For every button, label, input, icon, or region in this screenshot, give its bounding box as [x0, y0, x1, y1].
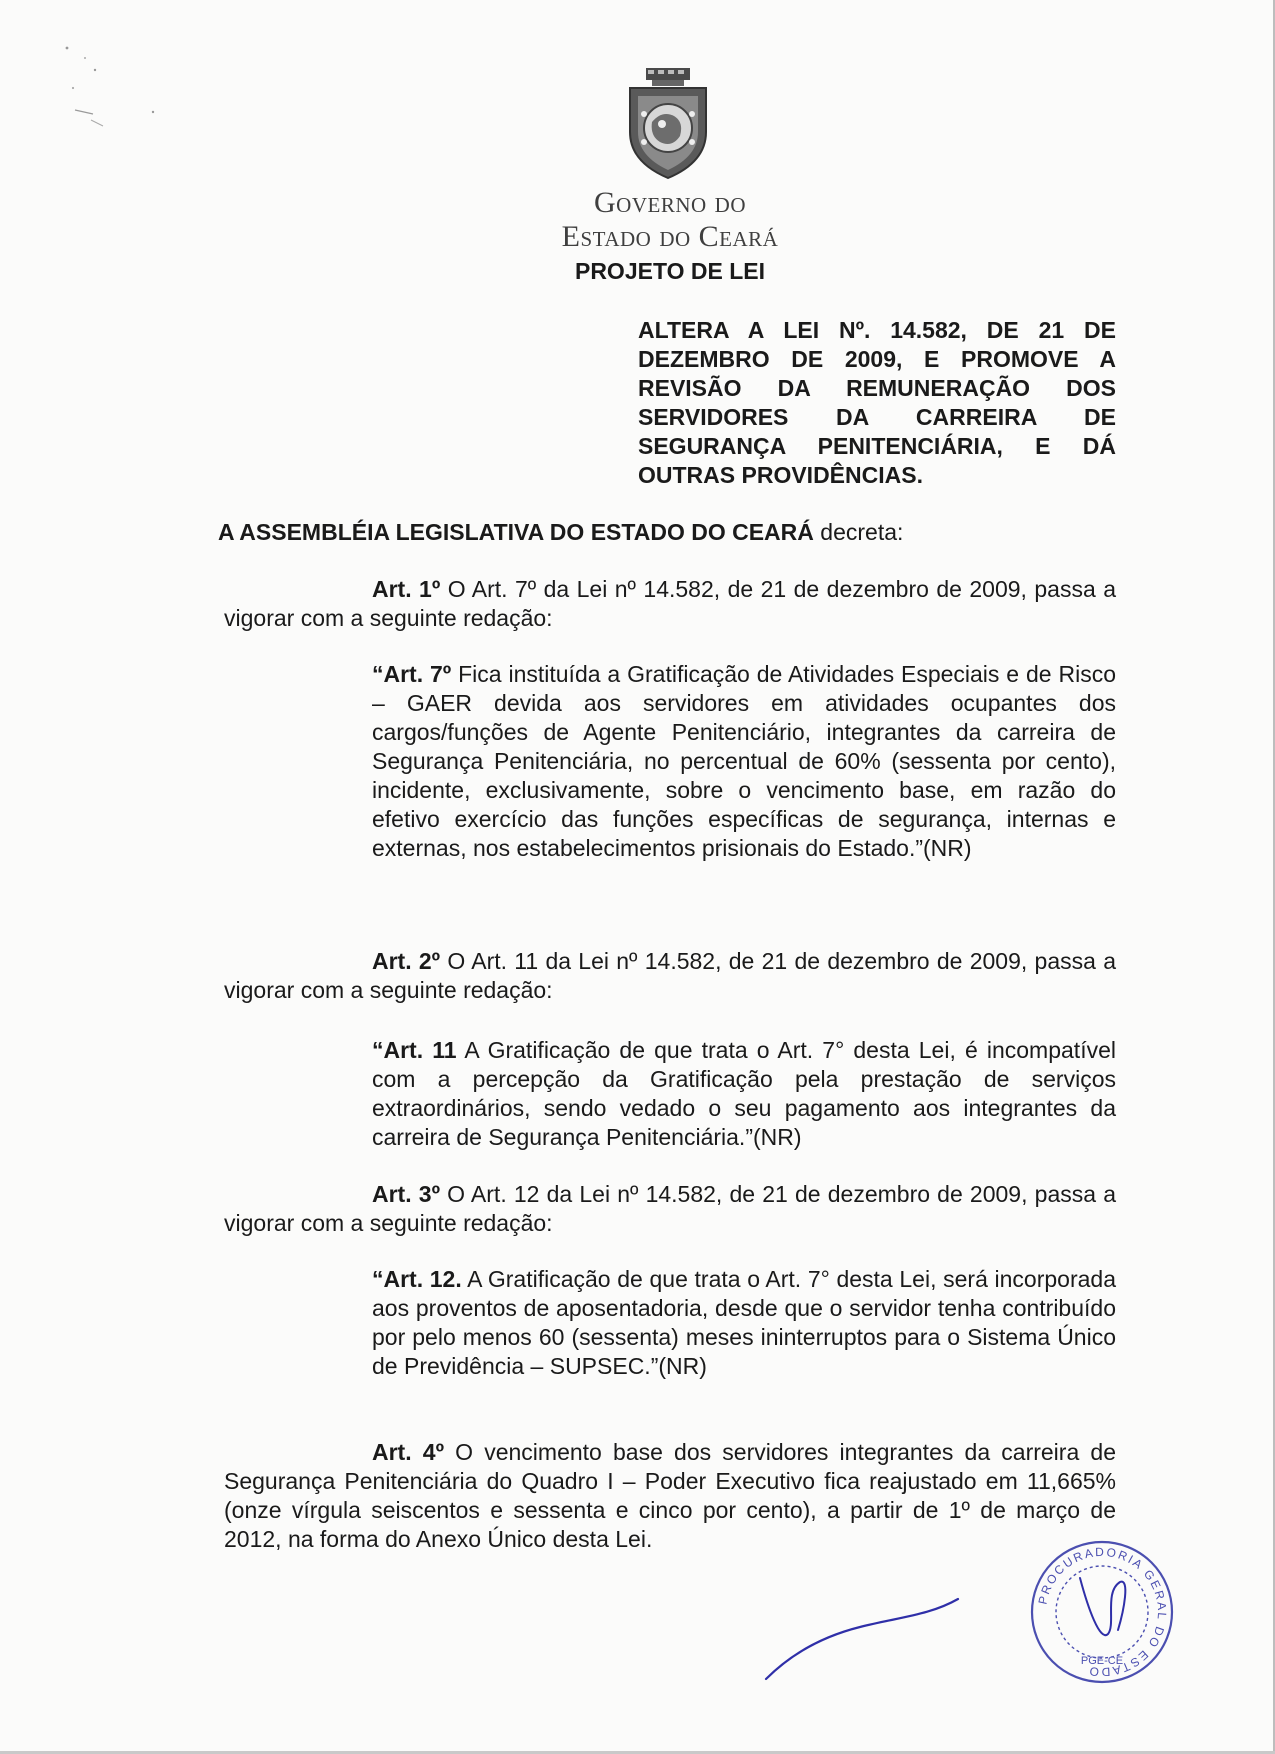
article-4 — [224, 1438, 1116, 1554]
quoted-article-text: A Gratificação de que trata o Art. 7° desta Lei, é incompatível com a percepção da Gratificação pela prestação de serviços extraordinários, sendo vedado o seu pagamento aos integrantes da carreira de Segurança Penitenciária.”(NR) — [372, 1037, 1116, 1150]
quoted-article-7 — [372, 660, 1116, 863]
quoted-article-label: “Art. 7º — [372, 661, 452, 687]
article-label: Art. 1º — [372, 576, 441, 602]
bill-summary: ALTERA A LEI Nº. 14.582, DE 21 DE DEZEMBRO DE 2009, E PROMOVE A REVISÃO DA REMUNERAÇÃO DOS SERVIDORES DA CARREIRA DE SEGURANÇA PENITENCIÁRIA, E DÁ OUTRAS PROVIDÊNCIAS. — [638, 317, 1116, 488]
article-1 — [224, 575, 1116, 633]
government-name — [440, 186, 900, 254]
article-3 — [224, 1180, 1116, 1238]
official-stamp — [1028, 1538, 1176, 1686]
article-2 — [224, 947, 1116, 1005]
handwritten-signature — [760, 1585, 970, 1685]
government-name-line2: Estado do Ceará — [561, 220, 779, 253]
article-text: O Art. 7º da Lei nº 14.582, de 21 de dezembro de 2009, passa a vigorar com a seguinte redação: — [224, 576, 1116, 631]
article-text: O vencimento base dos servidores integrantes da carreira de Segurança Penitenciária do Quadro I – Poder Executivo fica reajustado em 11,665% (onze vírgula seiscentos e sessenta e cinco por cento), a partir de 1º de março de 2012, na forma do Anexo Único desta Lei. — [224, 1439, 1116, 1552]
government-name-line1: Governo do — [594, 186, 746, 219]
quoted-article-text: Fica instituída a Gratificação de Atividades Especiais e de Risco – GAER devida aos servidores em atividades ocupantes dos cargos/funções de Agente Penitenciário, integrantes da carreira de Segurança Penitenciária, no percentual de 60% (sessenta por cento), incidente, exclusivamente, sobre o vencimento base, em razão do efetivo exercício das funções específicas de segurança, internas e externas, nos estabelecimentos prisionais do Estado.”(NR) — [372, 661, 1116, 861]
enacting-clause-authority: A ASSEMBLÉIA LEGISLATIVA DO ESTADO DO CEARÁ — [218, 519, 814, 545]
article-label: Art. 2º — [372, 948, 441, 974]
quoted-article-label: “Art. 12. — [372, 1266, 462, 1292]
quoted-article-12 — [372, 1265, 1116, 1381]
scan-specks — [55, 40, 175, 160]
quoted-article-text: A Gratificação de que trata o Art. 7° desta Lei, será incorporada aos proventos de aposentadoria, desde que o servidor tenha contribuído por pelo menos 60 (sessenta) meses ininterruptos para o Sistema Único de Previdência – SUPSEC.”(NR) — [372, 1266, 1116, 1379]
document-type: PROJETO DE LEI — [574, 258, 765, 284]
quoted-article-label: “Art. 11 — [372, 1037, 457, 1063]
article-label: Art. 3º — [372, 1181, 440, 1207]
enacting-clause-verb: decreta: — [813, 519, 904, 545]
ceara-state-coat-of-arms-icon — [622, 66, 714, 182]
stamp-initials — [1080, 1578, 1125, 1635]
enacting-clause — [218, 518, 1118, 546]
stamp-ring-text: PROCURADORIA GERAL DO ESTADO — [1035, 1544, 1170, 1680]
article-text: O Art. 11 da Lei nº 14.582, de 21 de dezembro de 2009, passa a vigorar com a seguinte redação: — [224, 948, 1116, 1003]
quoted-article-11 — [372, 1036, 1116, 1152]
stamp-center-text: PGE-CE — [1080, 1655, 1124, 1667]
article-label: Art. 4º — [372, 1439, 444, 1465]
article-text: O Art. 12 da Lei nº 14.582, de 21 de dezembro de 2009, passa a vigorar com a seguinte redação: — [224, 1181, 1116, 1236]
